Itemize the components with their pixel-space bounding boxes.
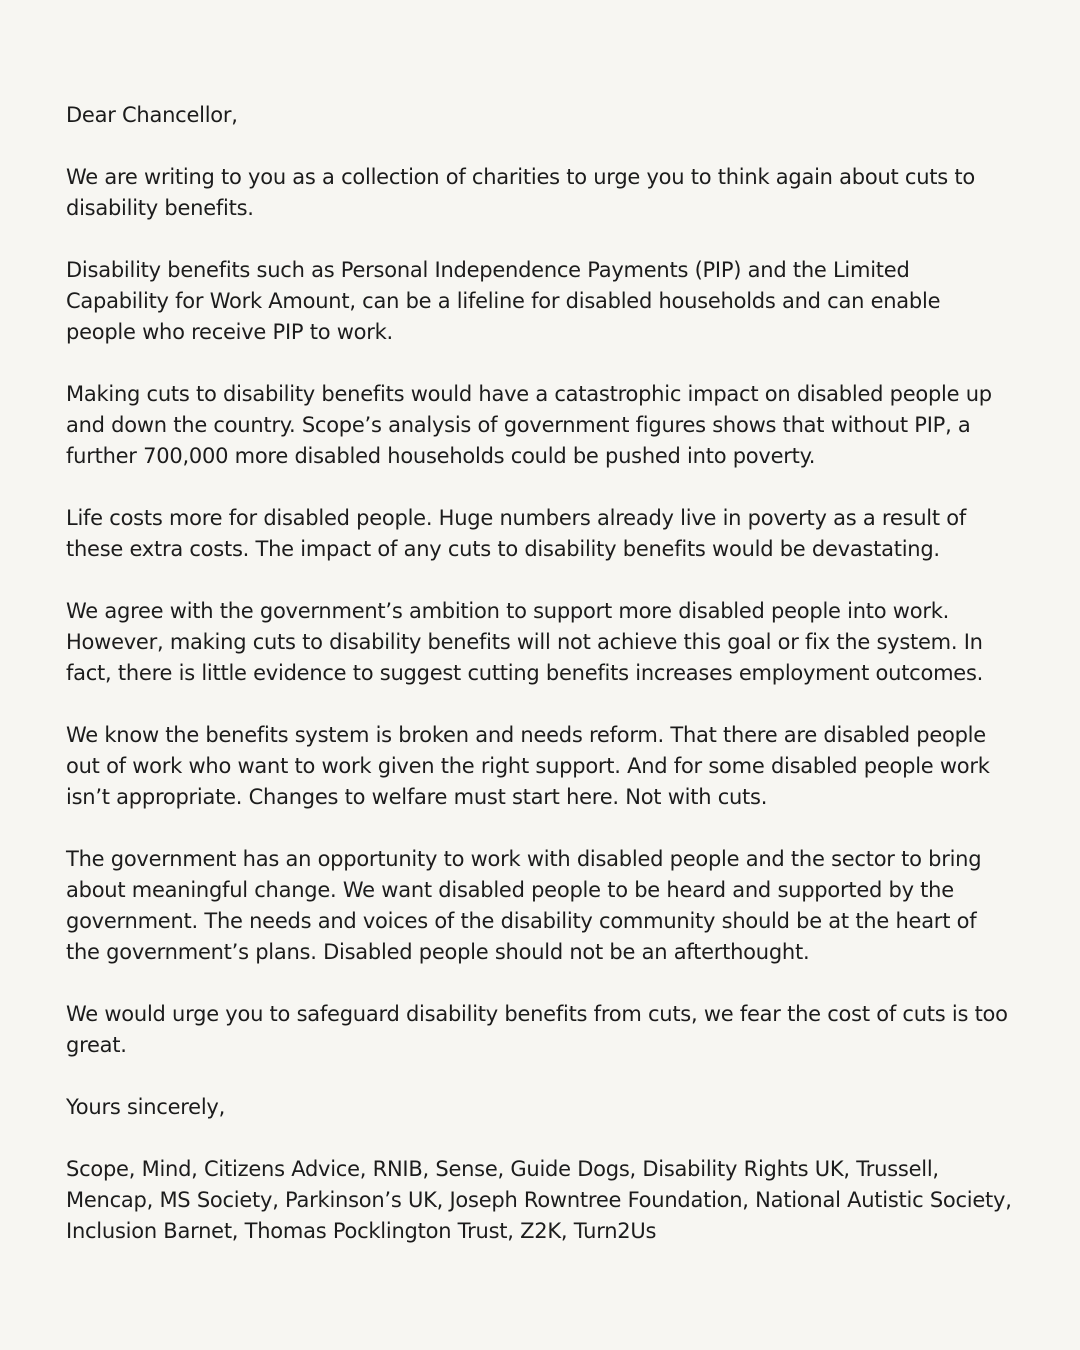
letter-paragraph-2: Disability benefits such as Personal Independence Payments (PIP) and the Limited Capability for Work Amount, can be a lifeline for disabled households and can enable people who receive PIP to work. (66, 258, 941, 344)
letter-paragraph-4: Life costs more for disabled people. Huge numbers already live in poverty as a result of these extra costs. The impact of any cuts to disability benefits would be devastating. (66, 506, 966, 561)
letter-paragraph-3: Making cuts to disability benefits would have a catastrophic impact on disabled people up and down the country. Scope’s analysis of government figures shows that without PIP, a further 700,000 more disabled households could be pushed into poverty. (66, 382, 992, 468)
letter-paragraph-6: We know the benefits system is broken and needs reform. That there are disabled people out of work who want to work given the right support. And for some disabled people work isn’t appropriate. Changes to welfare must start here. Not with cuts. (66, 723, 990, 809)
letter-greeting: Dear Chancellor, (66, 103, 238, 127)
letter-paragraph-7: The government has an opportunity to work with disabled people and the sector to bring about meaningful change. We want disabled people to be heard and supported by the government. The needs and voices of the disability community should be at the heart of the government’s plans. Disabled people should not be an afterthought. (66, 847, 982, 964)
letter-paragraph-5: We agree with the government’s ambition to support more disabled people into work. However, making cuts to disability benefits will not achieve this goal or fix the system. In fact, there is little evidence to suggest cutting benefits increases employment outcomes. (66, 599, 984, 685)
letter-signoff: Yours sincerely, (66, 1095, 226, 1119)
letter-paragraph-1: We are writing to you as a collection of charities to urge you to think again about cuts to disability benefits. (66, 165, 975, 220)
letter-signatories: Scope, Mind, Citizens Advice, RNIB, Sense, Guide Dogs, Disability Rights UK, Trussell, Mencap, MS Society, Parkinson’s UK, Joseph Rowntree Foundation, National Autistic Society, Inclusion Barnet, Thomas Pocklington Trust, Z2K, Turn2Us (66, 1157, 1012, 1243)
letter-paragraph-8: We would urge you to safeguard disability benefits from cuts, we fear the cost of cuts is too great. (66, 1002, 1008, 1057)
open-letter (66, 100, 1016, 1278)
